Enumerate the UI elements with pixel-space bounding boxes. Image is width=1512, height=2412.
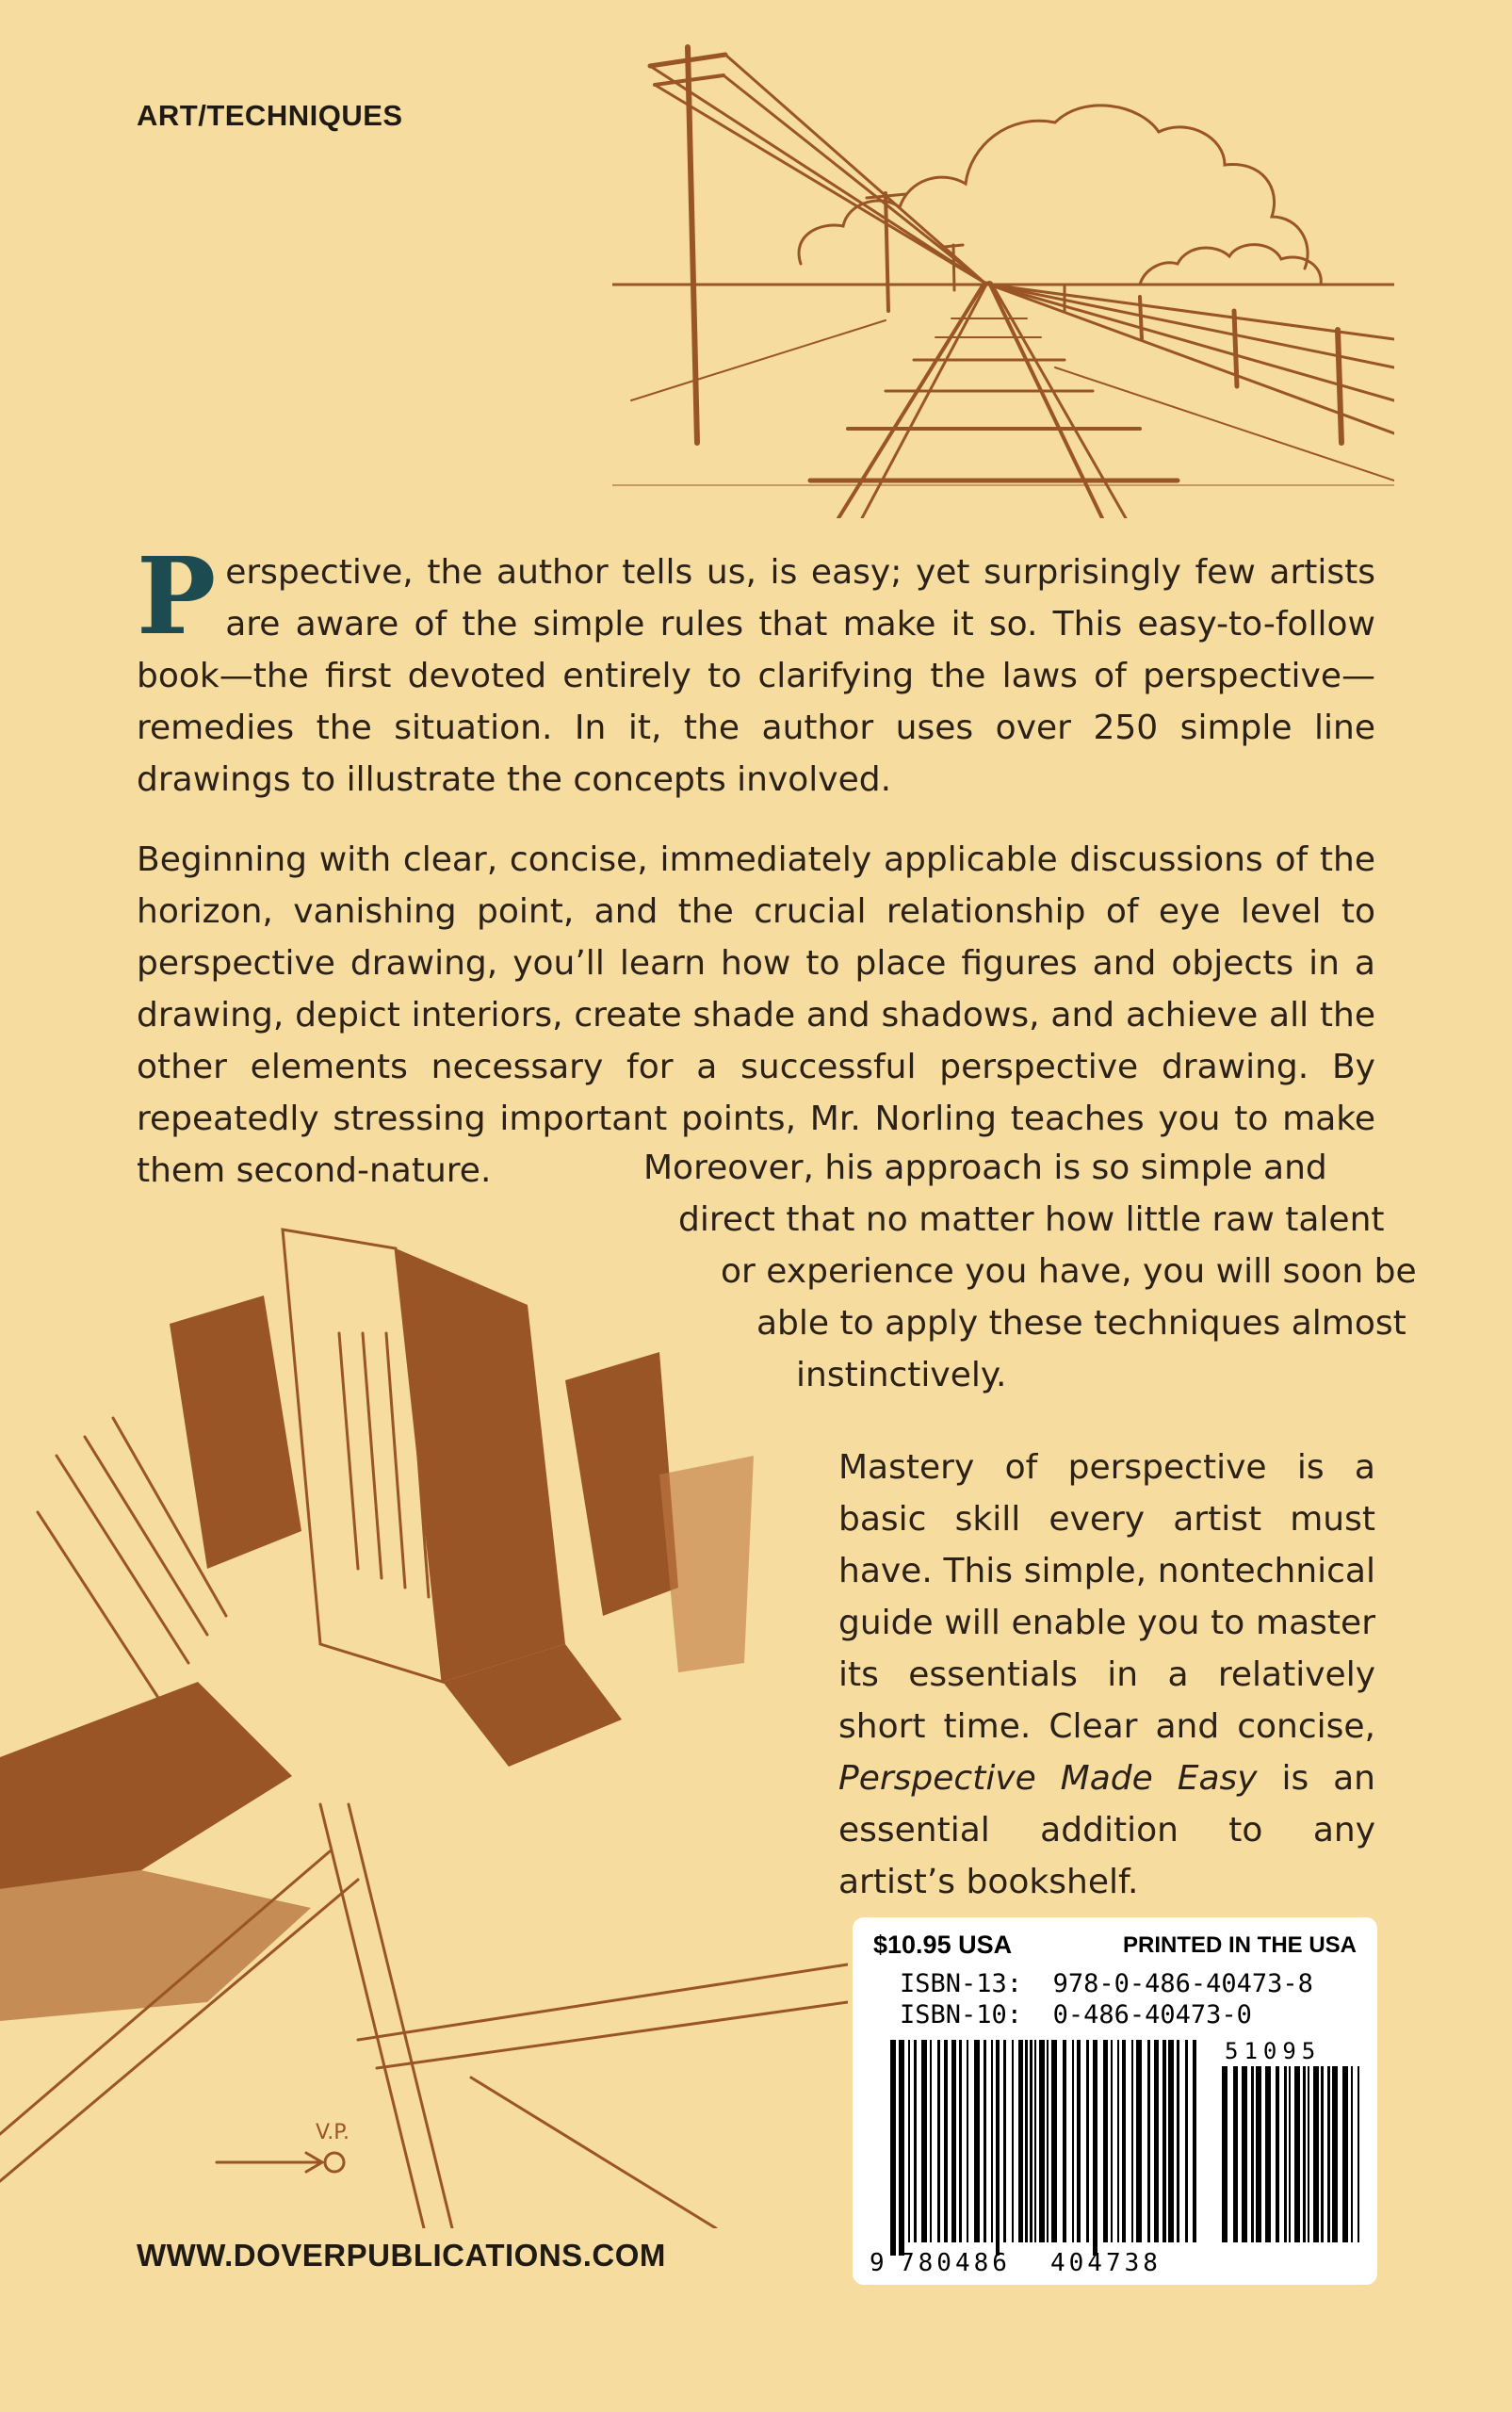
barcode-bar	[1351, 2066, 1353, 2242]
barcode-bar	[984, 2040, 986, 2242]
barcode-bar	[974, 2040, 980, 2242]
barcode-bar	[1122, 2040, 1126, 2242]
isbn13-label: ISBN-13:	[900, 1969, 1023, 1998]
barcode-bar	[1289, 2066, 1291, 2242]
barcode-panel	[853, 1917, 1377, 2285]
barcode-bar	[996, 2040, 1000, 2256]
railroad-illustration	[612, 28, 1394, 518]
barcode-bar	[937, 2040, 940, 2242]
ean-left-digits: 780486	[900, 2249, 1011, 2277]
closing-text-before: Mastery of perspective is a basic skill every artist must have. This simple, nontechnical guide will enable you to master its essentials in a relatively short time. Clear and concise,	[838, 1448, 1375, 1746]
intro-paragraph	[137, 535, 1375, 806]
barcode-bar	[1308, 2066, 1309, 2242]
barcode-bar	[967, 2040, 968, 2242]
ean-lead-digit: 9	[870, 2249, 885, 2277]
barcode-bar	[1276, 2066, 1279, 2242]
vanishing-point-marker	[325, 2153, 344, 2172]
cloud-shape-right	[1140, 245, 1321, 285]
barcode-bar	[1012, 2040, 1014, 2242]
barcode-bar	[1321, 2066, 1324, 2242]
closing-text-after: is an essential addition to any artist’s bookshelf.	[838, 1759, 1375, 1901]
category-label: ART/TECHNIQUES	[137, 99, 403, 132]
barcode-bar	[1303, 2066, 1306, 2242]
barcode-bar	[1332, 2066, 1338, 2242]
publisher-website[interactable]: WWW.DOVERPUBLICATIONS.COM	[137, 2238, 666, 2273]
book-title: Perspective Made Easy	[838, 1759, 1258, 1798]
intro-text: erspective, the author tells us, is easy; yet surprisingly few artists are aware of the simple rules that make it so. This easy-to-follow book—the first devoted entirely to clarifying the laws of perspective—remedies the situation. In it, the author uses over 250 simple line drawings to illustrate the concepts involved.	[137, 553, 1375, 799]
barcode-bar	[1313, 2066, 1319, 2242]
continued-line-1: Moreover, his approach is so simple and	[643, 1149, 1327, 1187]
barcode-bar	[1256, 2066, 1261, 2242]
barcode-bar	[1093, 2040, 1097, 2256]
barcode-bar	[899, 2040, 904, 2256]
barcode-bar	[1342, 2066, 1348, 2242]
barcode-bar	[890, 2040, 896, 2256]
barcode-bar	[1147, 2040, 1150, 2242]
barcode-bar	[1154, 2040, 1159, 2242]
isbn10-value: 0-486-40473-0	[1052, 2000, 1252, 2029]
barcode-bar	[1185, 2040, 1188, 2242]
barcode-bar	[1111, 2040, 1113, 2242]
barcode-bar	[1294, 2066, 1300, 2242]
closing-paragraph	[838, 1442, 1375, 1908]
barcode-bar	[1025, 2040, 1028, 2242]
vp-label: V.P.	[316, 2121, 350, 2144]
barcode-bar	[908, 2040, 910, 2242]
barcode-bar	[1003, 2040, 1006, 2242]
barcode-bar	[1242, 2066, 1247, 2242]
barcode-bar	[1222, 2066, 1227, 2242]
barcode-bar	[1034, 2040, 1036, 2242]
isbn10-label: ISBN-10:	[900, 2000, 1023, 2029]
barcode-bar	[1265, 2066, 1271, 2242]
barcode-bar	[1193, 2040, 1196, 2242]
barcode-bar	[1233, 2066, 1238, 2242]
ean-bars	[890, 2040, 1196, 2256]
barcode-bar	[1051, 2040, 1057, 2242]
barcode-bar	[944, 2040, 948, 2242]
printed-label: PRINTED IN THE USA	[1122, 1932, 1357, 1958]
barcode-bar	[1136, 2040, 1142, 2242]
barcode-bar	[991, 2040, 993, 2242]
body-paragraph: Beginning with clear, concise, immediately applicable discussions of the horizon, vanishing point, and the crucial relationship of eye level to perspective drawing, you’ll learn how to place figures and objects in a drawing, depict interiors, create shade and shadows, and achieve all the other elements necessary for a successful perspective drawing. By repeatedly stressing important points, Mr. Norling teaches you to make them second-nature.	[137, 840, 1375, 1190]
barcode-bar	[959, 2040, 962, 2242]
barcode-bar	[1251, 2066, 1254, 2242]
continued-line-2: direct that no matter how little raw talent	[678, 1200, 1385, 1239]
barcode-bar	[1117, 2040, 1119, 2242]
barcode-bar	[914, 2040, 917, 2242]
barcode-bar	[1177, 2040, 1179, 2242]
barcode-bar	[1103, 2040, 1108, 2242]
barcode-bar	[951, 2040, 956, 2242]
pole-mid	[886, 193, 888, 311]
barcode-graphic	[853, 1917, 1377, 2285]
barcode-bar	[1358, 2066, 1359, 2242]
barcode-bar	[1131, 2040, 1133, 2242]
continued-line-5: instinctively.	[796, 1356, 1007, 1394]
barcode-bar	[921, 2040, 927, 2242]
barcode-bar	[1039, 2040, 1045, 2242]
price-code: 51095	[1225, 2038, 1322, 2064]
barcode-bar	[1086, 2040, 1089, 2242]
isbn13-value: 978-0-486-40473-8	[1052, 1969, 1313, 1998]
city-illustration	[0, 1192, 848, 2228]
barcode-bar	[930, 2040, 932, 2242]
barcode-bar	[1018, 2040, 1023, 2242]
barcode-bar	[1162, 2040, 1166, 2242]
barcode-bar	[1327, 2066, 1330, 2242]
barcode-bar	[1168, 2040, 1174, 2242]
ean-right-digits: 404738	[1050, 2249, 1162, 2277]
barcode-bar	[1284, 2066, 1287, 2242]
barcode-bar	[1072, 2040, 1074, 2242]
price-label: $10.95 USA	[873, 1931, 1013, 1959]
drop-cap: P	[137, 535, 217, 659]
barcode-bar	[1047, 2040, 1049, 2242]
barcode-bar	[1030, 2040, 1032, 2242]
barcode-bar	[1063, 2040, 1066, 2242]
price-bars	[1222, 2066, 1359, 2242]
barcode-bar	[1077, 2040, 1081, 2242]
continued-line-4: able to apply these techniques almost	[756, 1304, 1406, 1343]
continued-line-3: or experience you have, you will soon be	[721, 1252, 1417, 1291]
